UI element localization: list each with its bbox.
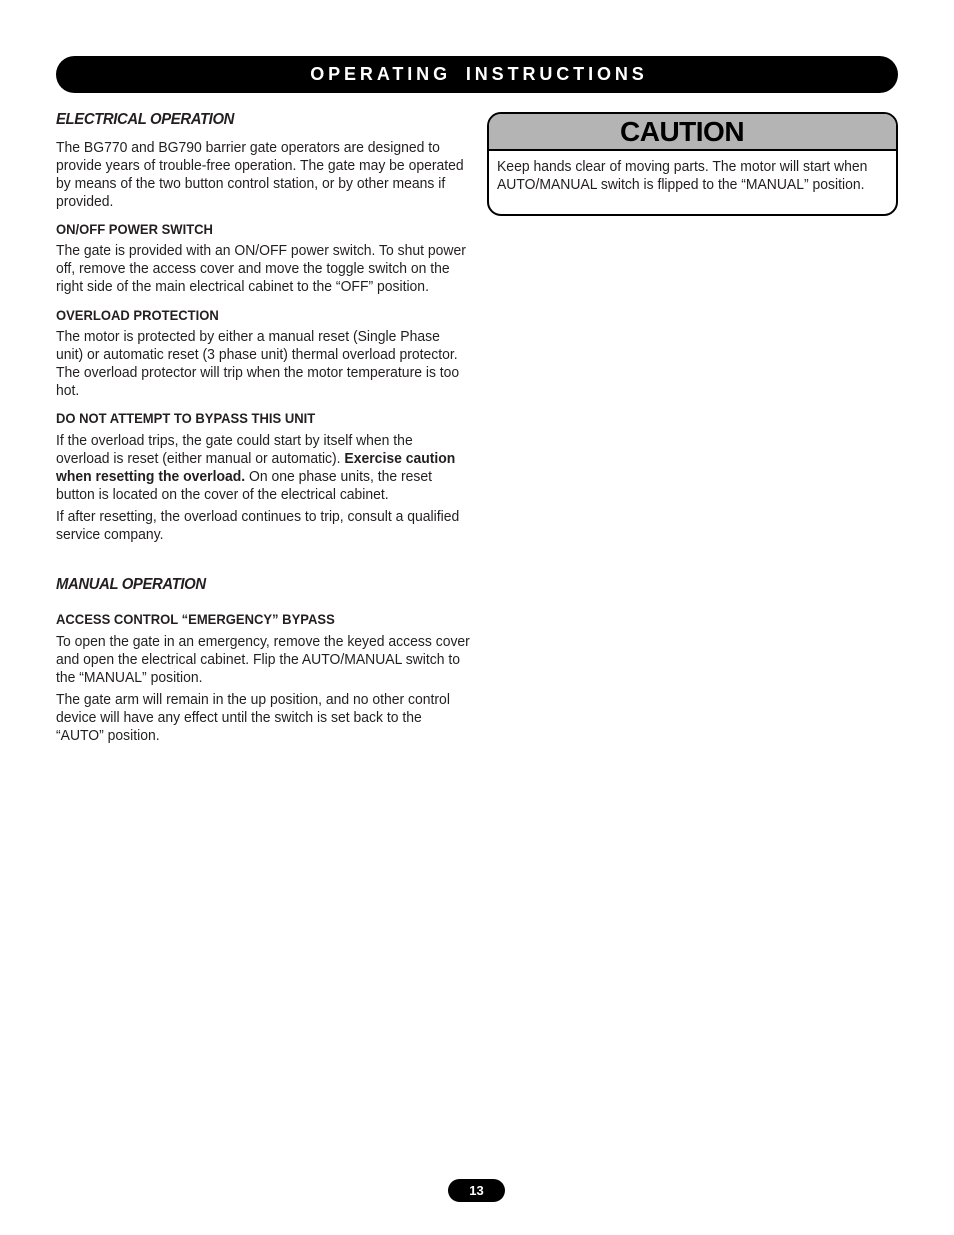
- emphasis-text: when resetting the overload.: [56, 468, 246, 485]
- paragraph-line: off, remove the access cover and move the toggle switch on the: [56, 260, 450, 277]
- paragraph-line: If after resetting, the overload continues to trip, consult a qualified: [56, 508, 460, 525]
- paragraph-line: AUTO/MANUAL switch is flipped to the “MANUAL” position.: [497, 176, 865, 193]
- overload-protection-paragraph: [56, 328, 459, 400]
- paragraph-line: the “MANUAL” position.: [56, 669, 203, 686]
- section-title: OPERATING INSTRUCTIONS: [310, 64, 648, 84]
- paragraph-line: The BG770 and BG790 barrier gate operators are designed to: [56, 139, 440, 156]
- main-column: [56, 0, 473, 800]
- emergency-bypass-heading: ACCESS CONTROL “EMERGENCY” BYPASS: [56, 611, 335, 627]
- caution-banner: [489, 114, 896, 151]
- caution-text: [497, 158, 888, 194]
- manual-operation-heading: MANUAL OPERATION: [56, 576, 206, 593]
- paragraph-line: The overload protector will trip when the motor temperature is too: [56, 364, 460, 381]
- electrical-intro-paragraph: [56, 139, 464, 211]
- paragraph-line: hot.: [56, 382, 80, 399]
- paragraph-line: The gate is provided with an ON/OFF power switch. To shut power: [56, 242, 466, 259]
- paragraph-line: unit) or automatic reset (3 phase unit) thermal overload protector.: [56, 346, 458, 363]
- paragraph-line: [56, 468, 455, 486]
- paragraph-line: provided.: [56, 193, 114, 210]
- page-number: 13: [448, 1179, 505, 1202]
- paragraph-text: overload is reset (either manual or automatic).: [56, 450, 345, 467]
- paragraph-text: On one phase units, the reset: [245, 468, 433, 485]
- bypass-warning-paragraph: [56, 432, 455, 504]
- paragraph-line: service company.: [56, 526, 164, 543]
- power-switch-heading: ON/OFF POWER SWITCH: [56, 221, 213, 237]
- electrical-operation-heading: ELECTRICAL OPERATION: [56, 111, 235, 128]
- paragraph-line: To open the gate in an emergency, remove the keyed access cover: [56, 633, 470, 650]
- paragraph-line: The gate arm will remain in the up position, and no other control: [56, 691, 450, 708]
- paragraph-line: “AUTO” position.: [56, 727, 160, 744]
- paragraph-line: Keep hands clear of moving parts. The motor will start when: [497, 158, 868, 175]
- paragraph-line: by means of the two button control station, or by other means if: [56, 175, 446, 192]
- overload-protection-heading: OVERLOAD PROTECTION: [56, 307, 219, 323]
- paragraph-line: provide years of trouble-free operation. The gate may be operated: [56, 157, 464, 174]
- paragraph-line: right side of the main electrical cabinet to the “OFF” position.: [56, 278, 429, 295]
- gate-arm-paragraph: [56, 691, 450, 745]
- paragraph-line: and open the electrical cabinet. Flip the AUTO/MANUAL switch to: [56, 651, 460, 668]
- power-switch-paragraph: [56, 242, 466, 296]
- caution-box: [487, 112, 898, 216]
- emergency-bypass-paragraph: [56, 633, 470, 687]
- paragraph-line: The motor is protected by either a manual reset (Single Phase: [56, 328, 440, 345]
- caution-title: CAUTION: [620, 116, 745, 147]
- paragraph-line: If the overload trips, the gate could start by itself when the: [56, 432, 413, 449]
- paragraph-line: button is located on the cover of the electrical cabinet.: [56, 486, 389, 503]
- paragraph-line: [56, 450, 455, 468]
- emphasis-text: Exercise caution: [344, 450, 456, 467]
- bypass-warning-heading: DO NOT ATTEMPT TO BYPASS THIS UNIT: [56, 410, 316, 426]
- bypass-followup-paragraph: [56, 508, 459, 544]
- paragraph-line: device will have any effect until the switch is set back to the: [56, 709, 422, 726]
